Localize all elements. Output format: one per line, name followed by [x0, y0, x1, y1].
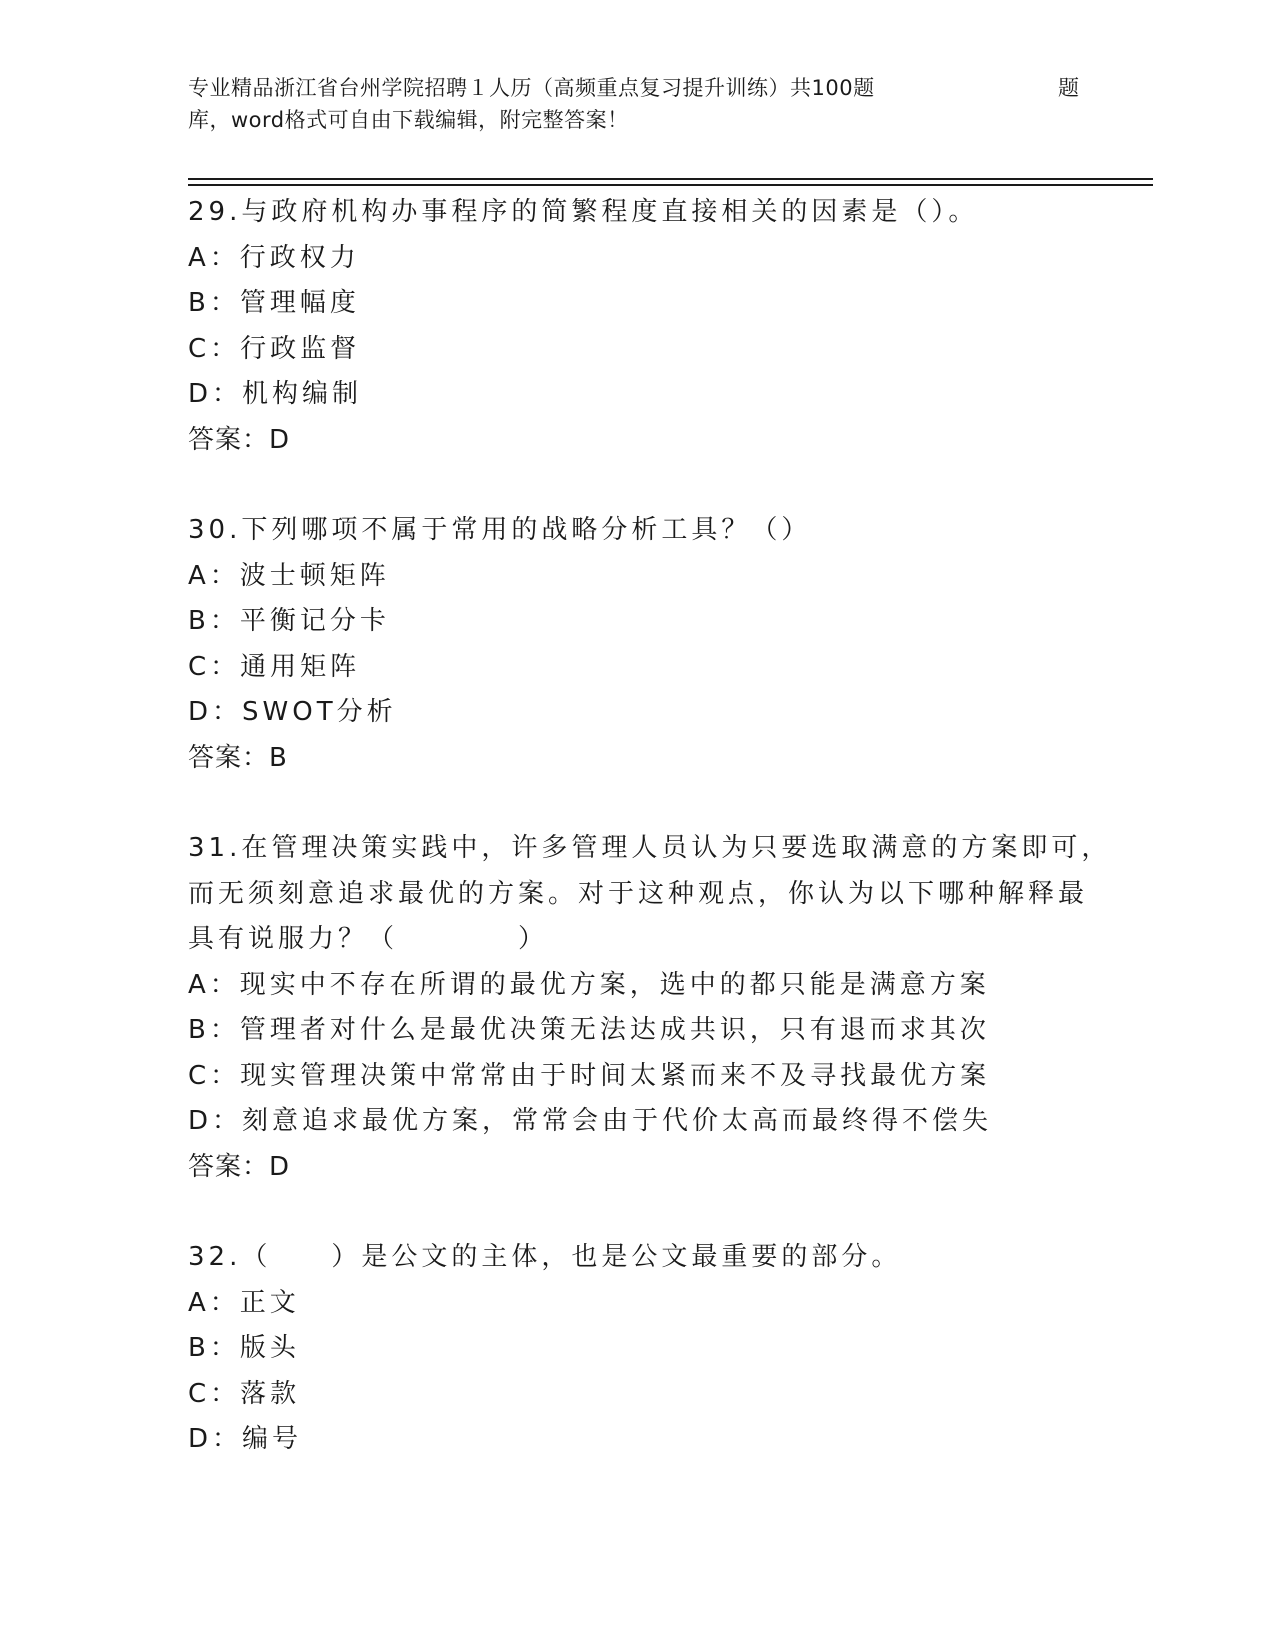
- answer: 答案：D: [188, 1151, 291, 1182]
- option-a: A：现实中不存在所谓的最优方案，选中的都只能是满意方案: [188, 969, 990, 1000]
- question-stem-line-3: 具有说服力？（ ）: [188, 924, 549, 954]
- option-a: A：正文: [188, 1287, 300, 1318]
- header-rule-top: [188, 178, 1153, 180]
- option-c: C：行政监督: [188, 333, 361, 364]
- option-b: B：管理幅度: [188, 288, 360, 318]
- question-list: [188, 190, 1112, 1463]
- option-d: D：刻意追求最优方案，常常会由于代价太高而最终得不偿失: [188, 1106, 993, 1136]
- header-line-1: 专业精品浙江省台州学院招聘１人历（高频重点复习提升训练）共100题: [188, 76, 875, 100]
- question-stem-line-2: 而无须刻意追求最优的方案。对于这种观点，你认为以下哪种解释最: [188, 878, 1089, 909]
- header-line-2: 库，word格式可自由下载编辑，附完整答案！: [188, 108, 629, 132]
- option-c: C：通用矩阵: [188, 651, 361, 682]
- option-b: B：平衡记分卡: [188, 606, 390, 636]
- question-stem: 30.下列哪项不属于常用的战略分析工具？（）: [188, 515, 812, 545]
- question-30: [188, 508, 1088, 781]
- header-rule-bottom: [188, 184, 1153, 186]
- option-d: D：编号: [188, 1424, 303, 1454]
- option-c: C：落款: [188, 1378, 301, 1409]
- document-header: [188, 72, 1088, 136]
- option-a: A：行政权力: [188, 242, 360, 273]
- option-b: B：管理者对什么是最优决策无法达成共识，只有退而求其次: [188, 1015, 990, 1045]
- answer: 答案：B: [188, 742, 288, 773]
- question-31: [188, 826, 1112, 1190]
- option-b: B：版头: [188, 1333, 300, 1363]
- question-stem: 32.（ ）是公文的主体，也是公文最重要的部分。: [188, 1242, 902, 1272]
- question-stem: 29.与政府机构办事程序的简繁程度直接相关的因素是（）。: [188, 197, 979, 227]
- header-line-1-tail: 题: [1058, 76, 1079, 100]
- option-d: D：SWOT分析: [188, 697, 397, 727]
- answer: 答案：D: [188, 424, 291, 455]
- question-29: [188, 190, 1088, 463]
- option-d: D：机构编制: [188, 379, 363, 409]
- option-a: A：波士顿矩阵: [188, 560, 390, 591]
- question-32: [188, 1235, 1088, 1463]
- option-c: C：现实管理决策中常常由于时间太紧而来不及寻找最优方案: [188, 1060, 991, 1091]
- question-stem-line-1: 31.在管理决策实践中，许多管理人员认为只要选取满意的方案即可，: [188, 833, 1112, 863]
